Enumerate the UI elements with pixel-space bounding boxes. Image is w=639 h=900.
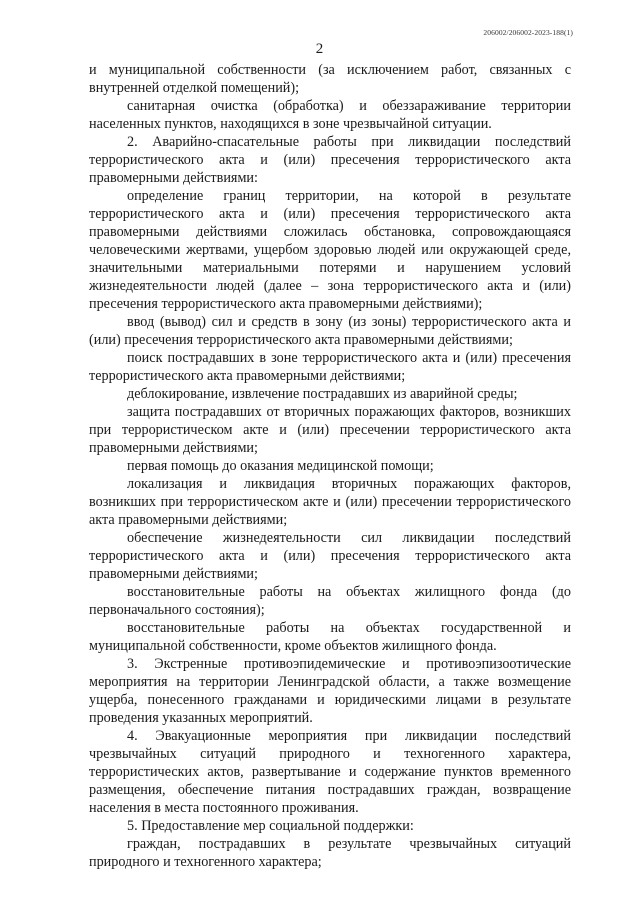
paragraph: 4. Эвакуационные мероприятия при ликвидации последствий чрезвычайных ситуаций природного и техногенного характера, террористических актов, развертывание и содержание пунктов временного размещения, обеспечение питания пострадавших граждан, возвращение населения в места постоянного проживания. xyxy=(89,728,571,816)
document-id: 206002/206002-2023-188(1) xyxy=(483,28,573,37)
paragraph: 5. Предоставление мер социальной поддержки: xyxy=(127,818,414,834)
paragraph: и муниципальной собственности (за исключением работ, связанных с внутренней отделкой помещений); xyxy=(89,62,571,96)
page-number: 2 xyxy=(315,41,324,57)
document-body xyxy=(89,61,571,871)
paragraph: санитарная очистка (обработка) и обеззараживание территории населенных пунктов, находящихся в зоне чрезвычайной ситуации. xyxy=(89,98,571,132)
paragraph: деблокирование, извлечение пострадавших из аварийной среды; xyxy=(127,386,518,402)
paragraph: ввод (вывод) сил и средств в зону (из зоны) террористического акта и (или) пресечения террористического акта правомерными действиями; xyxy=(89,314,571,348)
paragraph: первая помощь до оказания медицинской помощи; xyxy=(127,458,434,474)
paragraph: защита пострадавших от вторичных поражающих факторов, возникших при террористическом акте и (или) пресечении террористического акта правомерными действиями; xyxy=(89,404,571,456)
paragraph: 3. Экстренные противоэпидемические и противоэпизоотические мероприятия на территории Ленинградской области, а также возмещение ущерба, понесенного гражданами и юридическими лицами в результате проведения указанных мероприятий. xyxy=(89,656,571,726)
paragraph: локализация и ликвидация вторичных поражающих факторов, возникших при террористическом акте и (или) пресечении террористического акта правомерными действиями; xyxy=(89,476,571,528)
paragraph: восстановительные работы на объектах государственной и муниципальной собственности, кроме объектов жилищного фонда. xyxy=(89,620,571,654)
paragraph: 2. Аварийно-спасательные работы при ликвидации последствий террористического акта и (или) пресечения террористического акта правомерными действиями: xyxy=(89,134,571,186)
paragraph: определение границ территории, на которой в результате террористического акта и (или) пресечения террористического акта правомерными действиями сложилась обстановка, сопровождающаяся человеческими жертвами, ущербом здоровью людей или окружающей среде, значительными материальными потерями и нарушением условий жизнедеятельности людей (далее – зона террористического акта и (или) пресечения террористического акта правомерными действиями); xyxy=(89,188,571,312)
paragraph: восстановительные работы на объектах жилищного фонда (до первоначального состояния); xyxy=(89,584,571,618)
paragraph: поиск пострадавших в зоне террористического акта и (или) пресечения террористического акта правомерными действиями; xyxy=(89,350,571,384)
paragraph: обеспечение жизнедеятельности сил ликвидации последствий террористического акта и (или) пресечения террористического акта правомерными действиями; xyxy=(89,530,571,582)
paragraph: граждан, пострадавших в результате чрезвычайных ситуаций природного и техногенного характера; xyxy=(89,836,571,870)
